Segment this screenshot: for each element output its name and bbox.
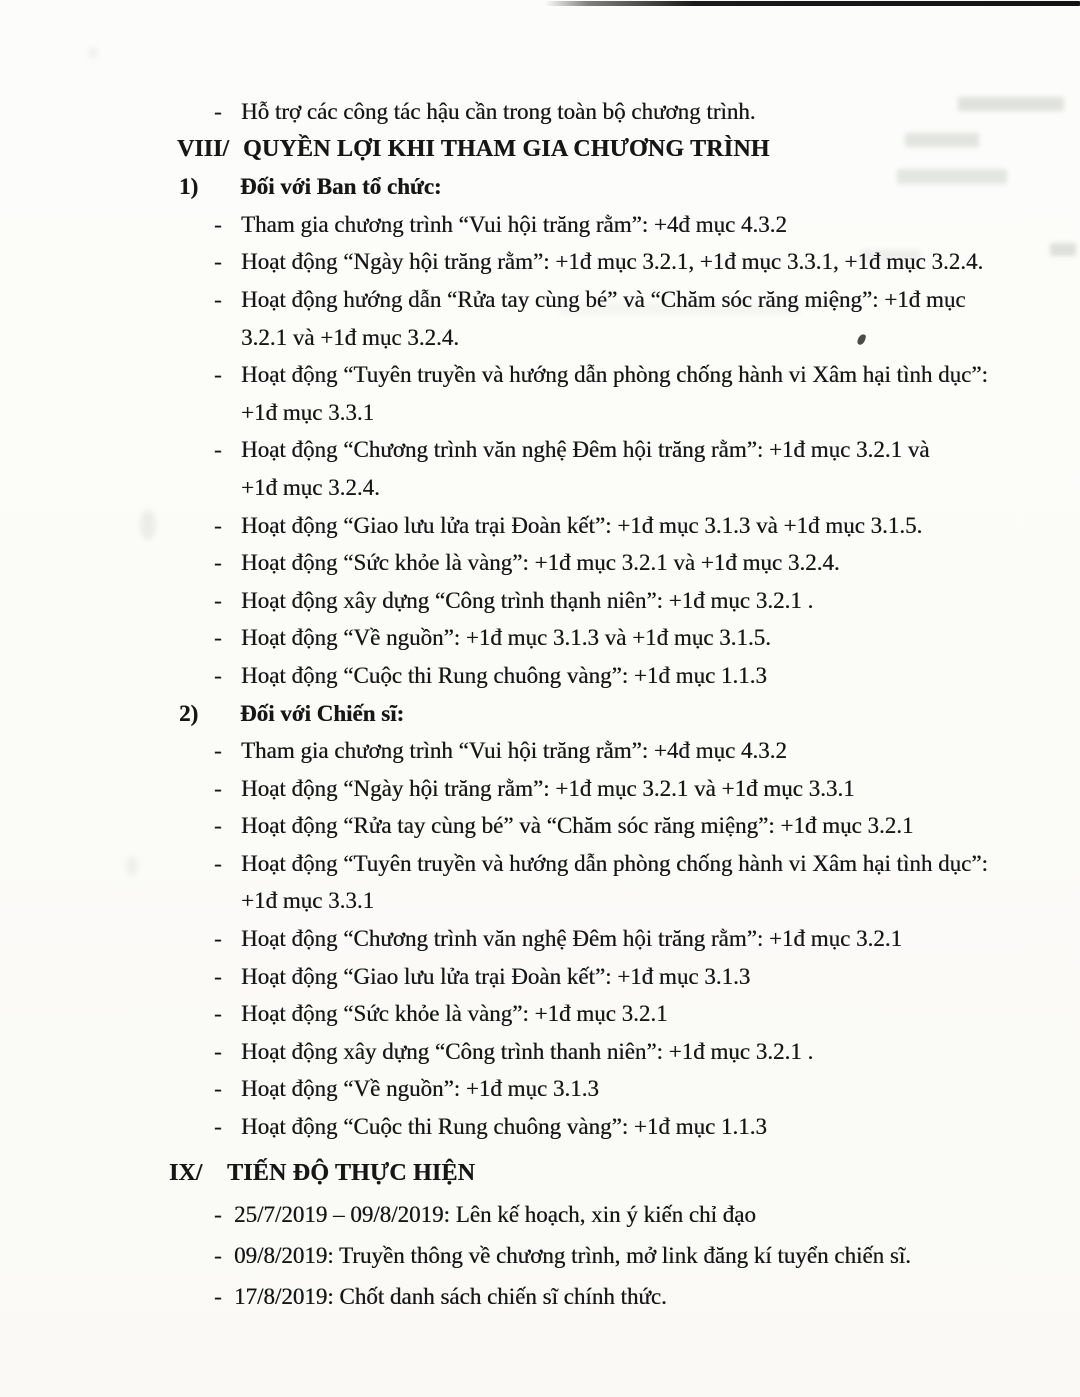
subsection-title: Đối với Chiến sĩ:	[240, 700, 405, 726]
dash-bullet: -	[214, 662, 222, 688]
subsection-number: 2)	[179, 700, 199, 726]
list-item-continuation	[0, 882, 1080, 920]
list-item	[0, 845, 1080, 883]
timeline-item	[0, 1196, 1080, 1234]
list-item-text: Hoạt động “Tuyên truyền và hướng dẫn phòng chống hành vi Xâm hại tình dục”:	[241, 850, 988, 876]
timeline-item-text: 25/7/2019 – 09/8/2019: Lên kế hoạch, xin ý kiến chỉ đạo	[234, 1201, 756, 1227]
list-item	[0, 807, 1080, 845]
dash-bullet: -	[214, 1201, 222, 1227]
dash-bullet: -	[214, 1038, 222, 1064]
section-number: VIII/	[177, 135, 230, 162]
dash-bullet: -	[214, 99, 222, 124]
list-item	[0, 1033, 1080, 1071]
list-item-text: +1đ mục 3.3.1	[241, 888, 375, 914]
subsection-title: Đối với Ban tổ chức:	[240, 174, 442, 200]
list-item-text: Hoạt động “Giao lưu lửa trại Đoàn kết”: +1đ mục 3.1.3 và +1đ mục 3.1.5.	[241, 512, 923, 538]
list-item-text: Hoạt động “Giao lưu lửa trại Đoàn kết”: +1đ mục 3.1.3	[241, 963, 751, 989]
list-item	[0, 619, 1080, 657]
list-item-text: Hoạt động xây dựng “Công trình thanh niên”: +1đ mục 3.2.1 .	[241, 1038, 814, 1064]
list-item	[0, 1070, 1080, 1108]
list-item-continuation	[0, 394, 1080, 432]
dash-bullet: -	[214, 850, 222, 876]
timeline-item	[0, 1237, 1080, 1275]
scan-smudge	[88, 48, 98, 58]
list-item-text: Hoạt động “Chương trình văn nghệ Đêm hội trăng rằm”: +1đ mục 3.2.1	[241, 926, 903, 952]
dash-bullet: -	[214, 249, 222, 275]
dash-bullet: -	[214, 1114, 222, 1140]
dash-bullet: -	[214, 1242, 222, 1268]
list-item-text: Hoạt động “Sức khỏe là vàng”: +1đ mục 3.2.1 và +1đ mục 3.2.4.	[241, 550, 840, 576]
list-item-text: 3.2.1 và +1đ mục 3.2.4.	[241, 324, 460, 350]
subsection-2-heading	[0, 695, 1080, 733]
timeline-item-text: 17/8/2019: Chốt danh sách chiến sĩ chính thức.	[234, 1283, 667, 1309]
dash-bullet: -	[214, 1283, 222, 1309]
list-item	[0, 582, 1080, 620]
list-item-text: Hoạt động xây dựng “Công trình thạnh niên”: +1đ mục 3.2.1 .	[241, 587, 814, 613]
list-item	[0, 995, 1080, 1033]
dash-bullet: -	[214, 1076, 222, 1102]
list-item-text: +1đ mục 3.3.1	[241, 399, 375, 425]
subsection-1-heading	[0, 168, 1080, 206]
list-item-text: Hoạt động “Cuộc thi Rung chuông vàng”: +1đ mục 1.1.3	[241, 1114, 767, 1140]
list-item	[0, 770, 1080, 808]
timeline-item	[0, 1278, 1080, 1316]
dash-bullet: -	[214, 926, 222, 952]
dash-bullet: -	[214, 625, 222, 651]
list-item-text: Hoạt động “Tuyên truyền và hướng dẫn phòng chống hành vi Xâm hại tình dục”:	[241, 362, 988, 388]
dash-bullet: -	[214, 362, 222, 388]
list-item-text: Hoạt động “Về nguồn”: +1đ mục 3.1.3	[241, 1076, 599, 1102]
scan-edge-bar	[545, 1, 1080, 6]
list-item	[0, 356, 1080, 394]
dash-bullet: -	[214, 211, 222, 237]
dash-bullet: -	[214, 963, 222, 989]
dash-bullet: -	[214, 738, 222, 764]
document-content	[0, 93, 1080, 1316]
section-title: QUYỀN LỢI KHI THAM GIA CHƯƠNG TRÌNH	[243, 135, 770, 162]
list-item	[0, 281, 1080, 319]
list-item-continuation	[0, 469, 1080, 507]
dash-bullet: -	[214, 550, 222, 576]
list-item	[0, 732, 1080, 770]
list-item	[0, 920, 1080, 958]
list-item-text: Hoạt động “Sức khỏe là vàng”: +1đ mục 3.2.1	[241, 1001, 668, 1027]
list-item	[0, 958, 1080, 996]
list-item-continuation	[0, 319, 1080, 357]
section-title: TIẾN ĐỘ THỰC HIỆN	[227, 1159, 476, 1186]
timeline-item-text: 09/8/2019: Truyền thông về chương trình, mở link đăng kí tuyển chiến sĩ.	[234, 1242, 911, 1268]
list-item-text: Hoạt động hướng dẫn “Rửa tay cùng bé” và “Chăm sóc răng miệng”: +1đ mục	[241, 286, 966, 312]
section-ix-heading	[0, 1155, 1080, 1193]
dash-bullet: -	[214, 1001, 222, 1027]
list-item-text: Hoạt động “Chương trình văn nghệ Đêm hội trăng rằm”: +1đ mục 3.2.1 và	[241, 437, 930, 463]
list-item-text: Tham gia chương trình “Vui hội trăng rằm”: +4đ mục 4.3.2	[241, 211, 787, 237]
dash-bullet: -	[214, 512, 222, 538]
list-item-text: Hoạt động “Cuộc thi Rung chuông vàng”: +1đ mục 1.1.3	[241, 662, 767, 688]
list-item	[0, 507, 1080, 545]
list-item	[0, 657, 1080, 695]
subsection-number: 1)	[179, 174, 199, 200]
dash-bullet: -	[214, 775, 222, 801]
list-item-text: +1đ mục 3.2.4.	[241, 474, 380, 500]
section-viii-heading	[0, 131, 1080, 169]
dash-bullet: -	[214, 437, 222, 463]
list-item	[0, 243, 1080, 281]
list-item	[0, 544, 1080, 582]
list-item	[0, 431, 1080, 469]
dash-bullet: -	[214, 587, 222, 613]
list-item-text: Hoạt động “Về nguồn”: +1đ mục 3.1.3 và +1đ mục 3.1.5.	[241, 625, 771, 651]
list-item-text: Hỗ trợ các công tác hậu cần trong toàn bộ chương trình.	[241, 99, 756, 124]
list-item	[0, 93, 1080, 131]
list-item-text: Tham gia chương trình “Vui hội trăng rằm”: +4đ mục 4.3.2	[241, 738, 787, 764]
list-item-text: Hoạt động “Ngày hội trăng rằm”: +1đ mục 3.2.1, +1đ mục 3.3.1, +1đ mục 3.2.4.	[241, 249, 984, 275]
dash-bullet: -	[214, 813, 222, 839]
list-item	[0, 1108, 1080, 1146]
list-item-text: Hoạt động “Rửa tay cùng bé” và “Chăm sóc răng miệng”: +1đ mục 3.2.1	[241, 813, 914, 839]
section-number: IX/	[169, 1159, 203, 1186]
list-item-text: Hoạt động “Ngày hội trăng rằm”: +1đ mục 3.2.1 và +1đ mục 3.3.1	[241, 775, 855, 801]
dash-bullet: -	[214, 286, 222, 312]
list-item	[0, 206, 1080, 244]
